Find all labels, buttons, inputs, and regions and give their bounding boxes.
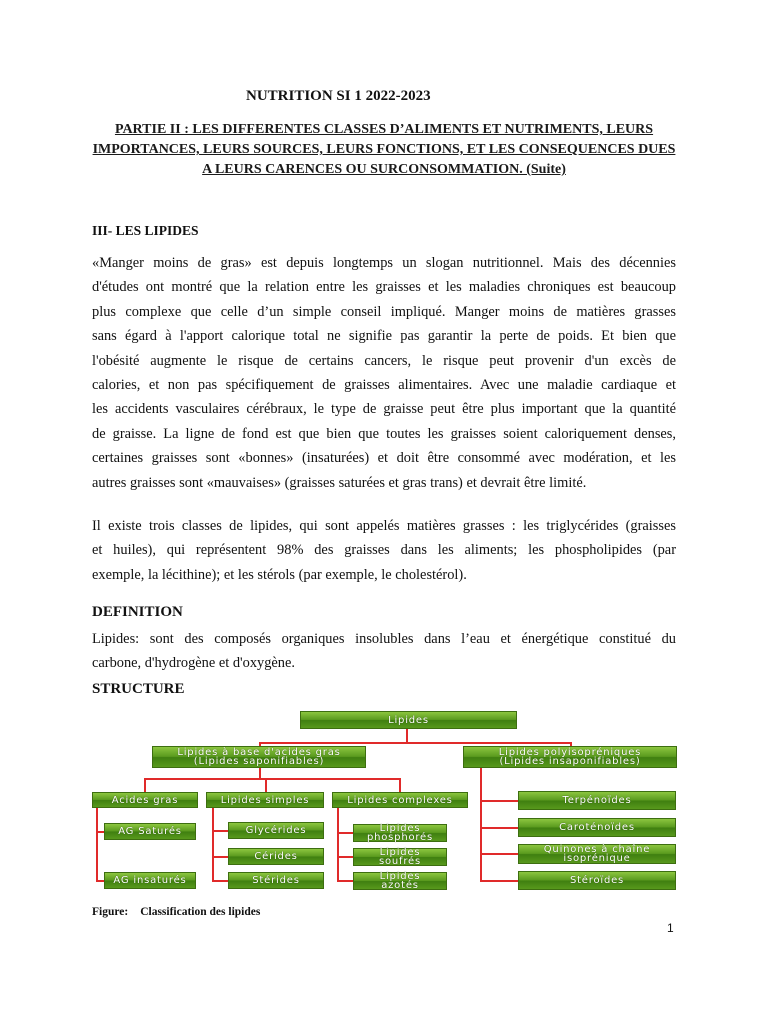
text-line: carbone, d'hydrogène et d'oxygène. xyxy=(92,655,295,672)
connector xyxy=(337,808,339,881)
figure-caption xyxy=(92,906,260,918)
connector xyxy=(259,742,571,744)
connector xyxy=(144,778,146,792)
connector xyxy=(480,768,482,881)
box-lipides-insaponifiables: Lipides polyisopréniques (Lipides insaponifiables) xyxy=(463,746,677,768)
text-line: et huiles), qui représentent 98% des graisses dans les aliments; les phospholipides (par xyxy=(92,542,676,559)
connector xyxy=(96,831,104,833)
part-heading-line-1: PARTIE II : LES DIFFERENTES CLASSES D’ALIMENTS ET NUTRIMENTS, LEURS xyxy=(114,122,654,137)
document-title: NUTRITION SI 1 2022-2023 xyxy=(246,88,431,104)
text-line: d'études ont montré que la relation entre les graisses et les maladies chroniques est beaucoup xyxy=(92,279,676,296)
connector xyxy=(480,880,518,882)
text-line: calories, et non pas spécifiquement de graisses alimentaires. Avec une maladie cardiaque et xyxy=(92,376,676,393)
text-line: les accidents vasculaires cérébraux, le type de graisse peut être plus important que la quantité xyxy=(92,401,676,418)
connector xyxy=(480,853,518,855)
box-steroides: Stéroïdes xyxy=(518,871,676,890)
connector xyxy=(212,880,228,882)
text-line: certaines graisses sont «bonnes» (insaturées) et doit être consommé avec modération, et les xyxy=(92,450,676,467)
text-line: sans égard à l'apport calorique total ne signifie pas garantir la perte de poids. Et bien que xyxy=(92,328,676,345)
box-lipides-phosphores: Lipides phosphorés xyxy=(353,824,447,842)
part-heading-line-2: IMPORTANCES, LEURS SOURCES, LEURS FONCTIONS, ET LES CONSEQUENCES DUES xyxy=(92,142,676,157)
text-line: exemple, la lécithine); et les stérols (par exemple, le cholestérol). xyxy=(92,566,467,583)
connector xyxy=(212,808,214,881)
box-lipides-simples: Lipides simples xyxy=(206,792,324,808)
figure-caption-text: Classification des lipides xyxy=(140,906,261,918)
box-carotenoides: Caroténoïdes xyxy=(518,818,676,837)
box-lipides-azotes: Lipides azotés xyxy=(353,872,447,890)
box-sterides: Stérides xyxy=(228,872,324,889)
box-terpenoides: Terpénoïdes xyxy=(518,791,676,810)
connector xyxy=(337,880,353,882)
connector xyxy=(480,800,518,802)
connector xyxy=(96,808,98,881)
text-line: autres graisses sont «mauvaises» (graisses saturées et gras trans) et devrait être limité. xyxy=(92,474,587,491)
connector xyxy=(480,827,518,829)
section-heading-lipides: III- LES LIPIDES xyxy=(92,223,199,238)
connector xyxy=(399,778,401,792)
text-line: «Manger moins de gras» est depuis longtemps un slogan nutritionnel. Mais des décennies xyxy=(92,255,676,271)
box-lipides: Lipides xyxy=(300,711,517,729)
structure-heading: STRUCTURE xyxy=(92,681,185,697)
figure-label: Figure: xyxy=(92,906,129,918)
text-line: plus complexe que celle d’un simple conseil impliqué. Manger moins de matières grasses xyxy=(92,303,676,320)
definition-heading: DEFINITION xyxy=(92,604,183,620)
part-heading-line-3: A LEURS CARENCES OU SURCONSOMMATION. (Suite) xyxy=(202,162,566,177)
text-line: Lipides: sont des composés organiques insolubles dans l’eau et énergétique constitué du xyxy=(92,631,676,647)
box-acides-gras: Acides gras xyxy=(92,792,198,808)
box-lipides-soufres: Lipides soufrés xyxy=(353,848,447,866)
box-lipides-saponifiables: Lipides à base d'acides gras (Lipides saponifiables) xyxy=(152,746,366,768)
text-line: de graisse. La ligne de fond est que bien que toutes les graisses soient caloriquement denses, xyxy=(92,425,676,442)
page-number: 1 xyxy=(667,921,674,935)
connector xyxy=(259,768,261,778)
connector xyxy=(212,856,228,858)
text-line: l'obésité augmente le risque de certains cancers, le risque peut provenir d'un excès de xyxy=(92,352,676,369)
box-cerides: Cérides xyxy=(228,848,324,865)
text-line: Il existe trois classes de lipides, qui sont appelés matières grasses : les triglycérides (graisses xyxy=(92,518,676,534)
box-glycerides: Glycérides xyxy=(228,822,324,839)
connector xyxy=(212,830,228,832)
box-ag-insatures: AG insaturés xyxy=(104,872,196,889)
connector xyxy=(406,729,408,743)
connector xyxy=(337,856,353,858)
connector xyxy=(265,778,267,792)
box-quinones: Quinones à chaîne isoprénique xyxy=(518,844,676,864)
connector xyxy=(96,880,104,882)
connector xyxy=(144,778,400,780)
box-lipides-complexes: Lipides complexes xyxy=(332,792,468,808)
connector xyxy=(337,832,353,834)
box-ag-satures: AG Saturés xyxy=(104,823,196,840)
